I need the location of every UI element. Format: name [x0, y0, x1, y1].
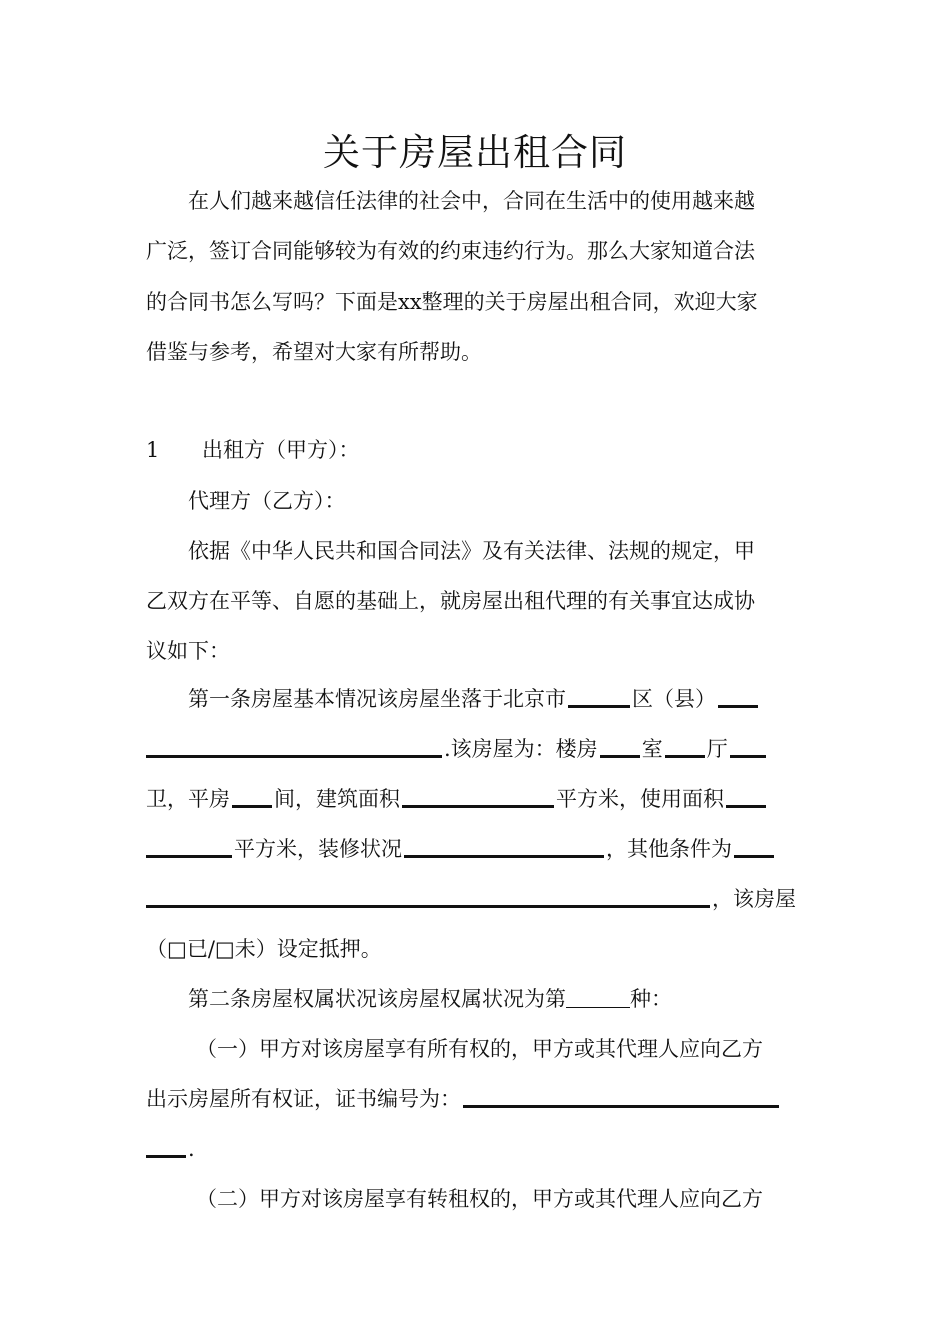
other-conditions-blank-start[interactable] — [734, 837, 774, 858]
bungalow-rooms-blank[interactable] — [232, 787, 272, 808]
article2-item1-line-2 — [146, 1084, 808, 1114]
article2-item2-line-1: （二）甲方对该房屋享有转租权的，甲方或其代理人应向乙方 — [196, 1187, 763, 1211]
rooms-blank[interactable] — [600, 737, 640, 758]
certificate-number-blank[interactable] — [463, 1087, 779, 1108]
article1-text-c: .该房屋为：楼房 — [444, 737, 598, 761]
article1-text-h: 平方米，使用面积 — [556, 787, 724, 811]
article1-line-3 — [146, 784, 808, 814]
article1-text-g: 间，建筑面积 — [274, 787, 400, 811]
section-number: 1 — [146, 438, 160, 462]
intro-line-3: 的合同书怎么写吗？下面是xx整理的关于房屋出租合同，欢迎大家 — [146, 290, 758, 314]
intro-line-2: 广泛，签订合同能够较为有效的约束违约行为。那么大家知道合法 — [146, 239, 755, 263]
lessor-row — [146, 435, 808, 465]
baths-blank[interactable] — [730, 737, 766, 758]
article2-text-d: . — [188, 1137, 195, 1161]
basis-line-2: 乙双方在平等、自愿的基础上，就房屋出租代理的有关事宜达成协 — [146, 589, 755, 613]
article1-text-e: 厅 — [706, 737, 728, 761]
article1-text-a: 第一条房屋基本情况该房屋坐落于北京市 — [188, 687, 566, 711]
decoration-blank[interactable] — [404, 837, 604, 858]
intro-line-4: 借鉴与参考，希望对大家有所帮助。 — [146, 340, 482, 364]
district-blank[interactable] — [568, 687, 630, 708]
intro-line-1: 在人们越来越信任法律的社会中，合同在生活中的使用越来越 — [188, 189, 755, 213]
article1-text-j: ，其他条件为 — [606, 837, 732, 861]
other-conditions-blank[interactable] — [146, 887, 710, 908]
basis-line-1: 依据《中华人民共和国合同法》及有关法律、法规的规定，甲 — [188, 539, 755, 563]
article1-line-2 — [146, 734, 808, 764]
article2-item1-line-1: （一）甲方对该房屋享有所有权的，甲方或其代理人应向乙方 — [196, 1037, 763, 1061]
address-blank[interactable] — [146, 737, 442, 758]
certificate-number-blank-end[interactable] — [146, 1137, 186, 1158]
ownership-type-blank[interactable] — [566, 989, 630, 1008]
article1-text-k: ，该房屋 — [712, 887, 796, 911]
agent-label: 代理方（乙方）： — [188, 489, 346, 513]
county-blank-start[interactable] — [718, 687, 758, 708]
document-title: 关于房屋出租合同 — [323, 131, 627, 174]
article2-item1-line-3 — [146, 1134, 808, 1164]
article2-line-1 — [188, 984, 808, 1014]
article2-text-a: 第二条房屋权属状况该房屋权属状况为第 — [188, 987, 566, 1011]
article1-text-b: 区（县） — [632, 687, 716, 711]
usable-area-blank-start[interactable] — [726, 787, 766, 808]
building-area-blank[interactable] — [402, 787, 554, 808]
article1-text-d: 室 — [641, 737, 663, 761]
article1-line-1 — [188, 684, 808, 714]
article1-text-i: 平方米，装修状况 — [234, 837, 402, 861]
article1-line-6: （□已/□未）设定抵押。 — [146, 937, 382, 961]
lessor-label: 出租方（甲方）： — [202, 438, 360, 462]
article1-line-4 — [146, 834, 808, 864]
article1-text-f: 卫，平房 — [146, 787, 230, 811]
article1-line-5 — [146, 884, 808, 914]
article2-text-c: 出示房屋所有权证，证书编号为： — [146, 1087, 461, 1111]
article2-text-b: 种： — [630, 987, 672, 1011]
basis-line-3: 议如下： — [146, 639, 230, 663]
usable-area-blank[interactable] — [146, 837, 232, 858]
halls-blank[interactable] — [665, 737, 705, 758]
